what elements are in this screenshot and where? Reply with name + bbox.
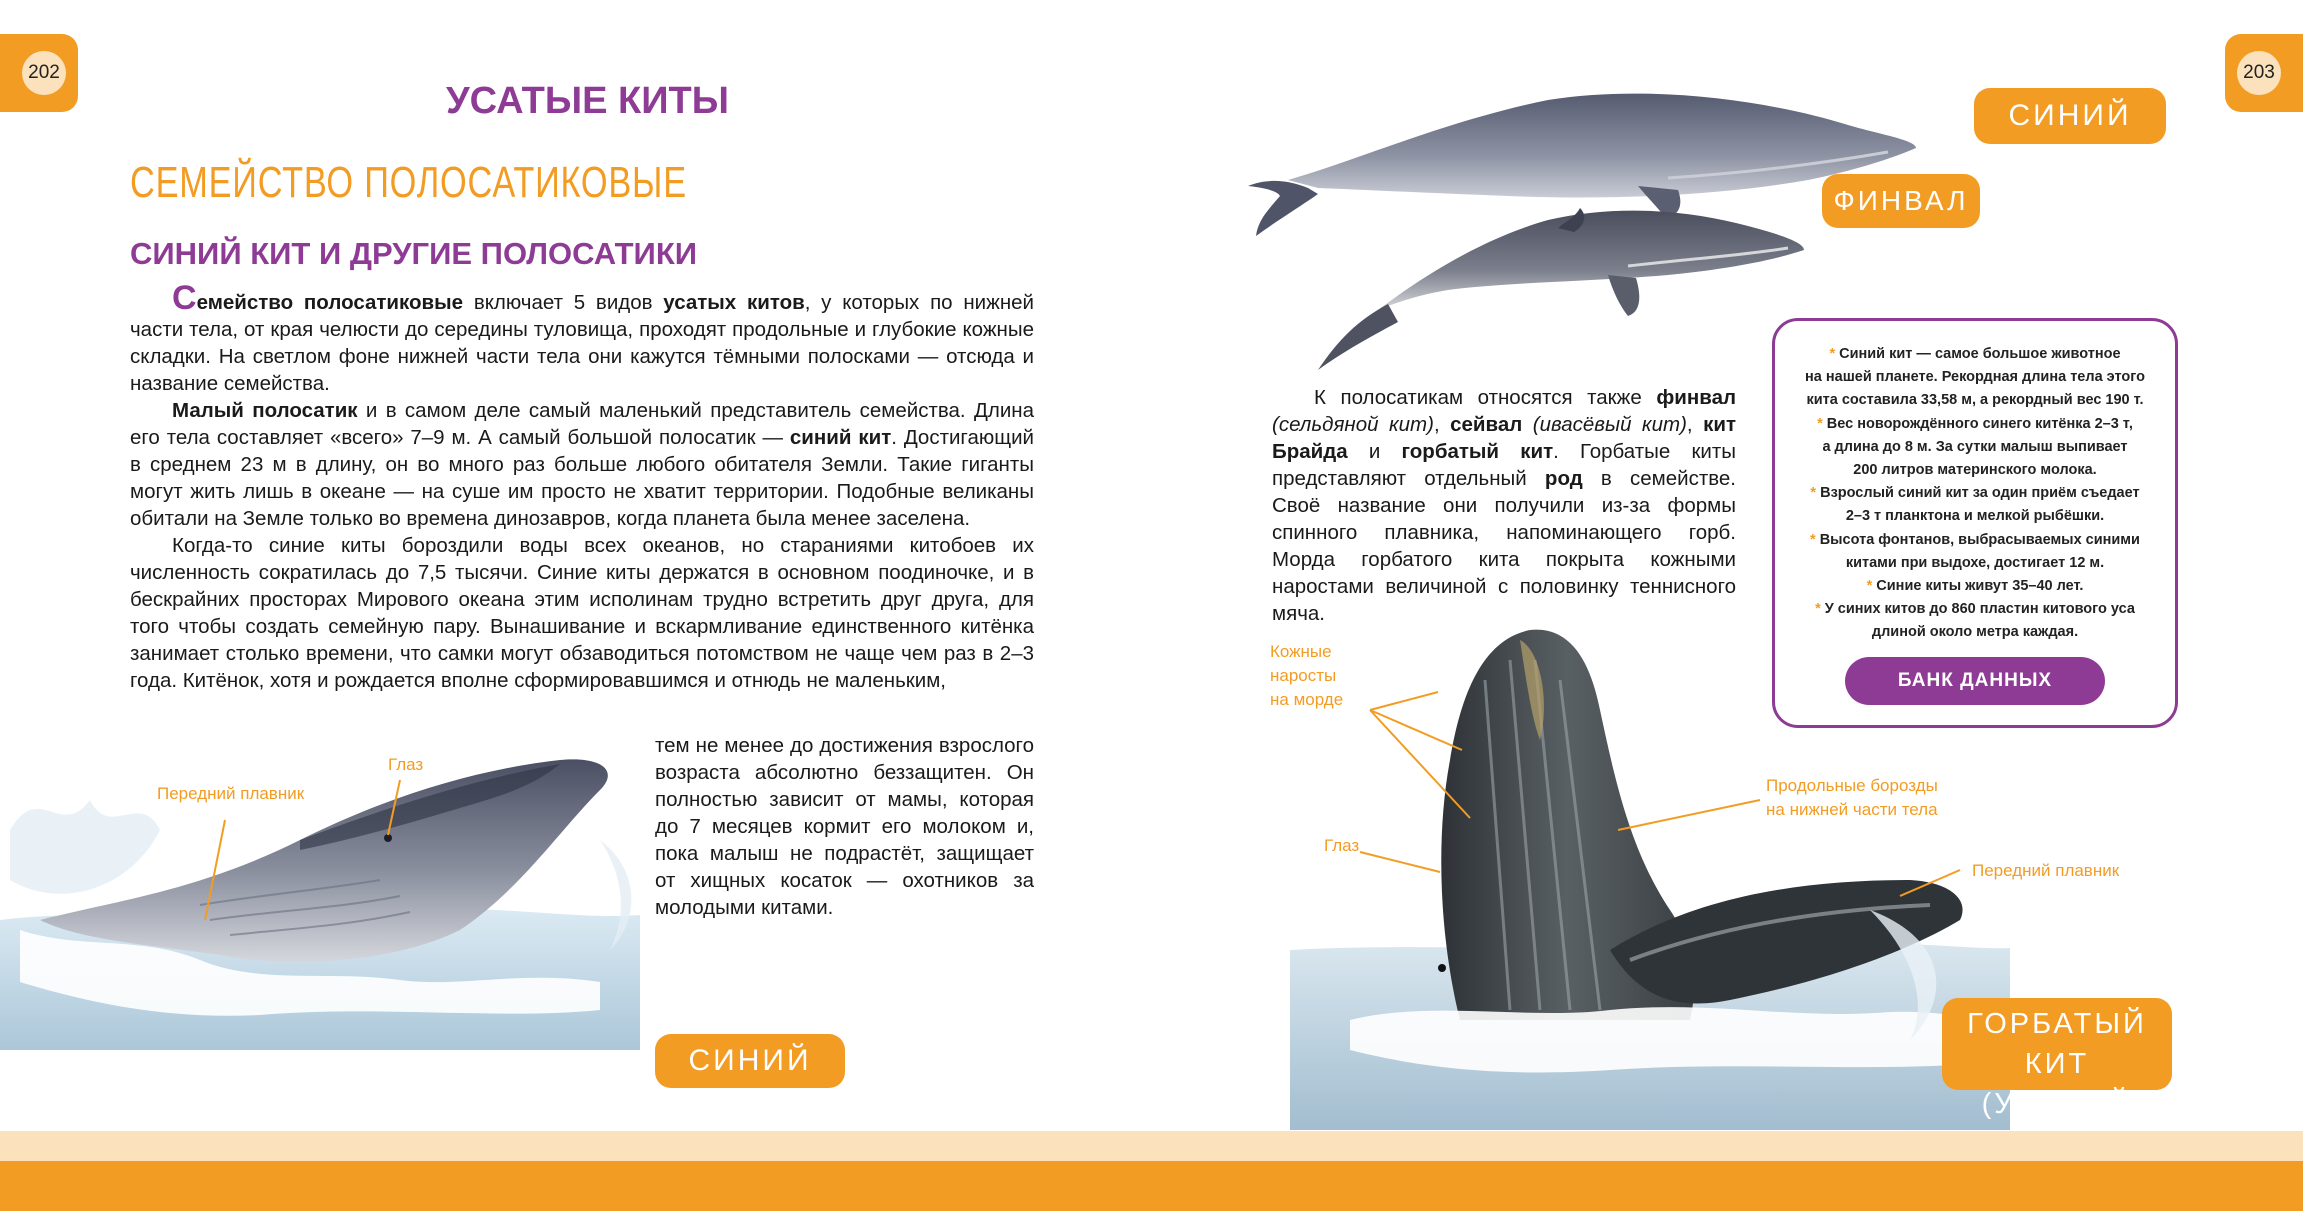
footer-band-orange [0, 1161, 2303, 1211]
annotation-front-fin-right: Передний плавник [1972, 861, 2120, 880]
fact-6: * У синих китов до 860 пластин китового уса длиной около метра каждая. [1815, 601, 2135, 641]
label-blue-whale-bottom: СИНИЙ КИТ [655, 1034, 845, 1088]
footer-band-light [0, 1131, 2303, 1161]
right-body-text [1272, 384, 1736, 627]
fact-3: * Взрослый синий кит за один приём съедает 2–3 т планктона и мелкой рыбёшки. [1810, 485, 2140, 525]
annotation-grooves: Продольные борозды на нижней части тела [1766, 776, 1938, 819]
fact-4: * Высота фонтанов, выбрасываемых синими китами при выдохе, достигает 12 м. [1810, 531, 2140, 571]
section-subheading: СИНИЙ КИТ И ДРУГИЕ ПОЛОСАТИКИ [130, 236, 698, 271]
whale-eye-left [384, 834, 392, 842]
page-number-right: 203 [2237, 51, 2281, 95]
chapter-heading: УСАТЫЕ КИТЫ [446, 80, 729, 122]
page-tab-left [0, 34, 78, 112]
page-tab-right [2225, 34, 2303, 112]
paragraph-3-continued: тем не менее до достижения взрослого возраста абсолютно беззащитен. Он полностью зависит от мамы, которая до 7 месяцев кормит его молоком и, пока малыш не подрастёт, защищает от хищных косаток — охотников за молодыми китами. [655, 734, 1034, 919]
label-fin-whale: ФИНВАЛ [1822, 174, 1980, 228]
fact-1: * Синий кит — самое большое животное на нашей планете. Рекордная длина тела этого кита составила 33,58 м, а рекордный вес 190 т. [1805, 346, 2145, 409]
blue-whale-body [1288, 94, 1916, 198]
page-number-left: 202 [22, 51, 66, 95]
paragraph-1: Семейство полосатиковые включает 5 видов усатых китов, у которых по нижней части тела, от края челюсти до середины туловища, проходят продольные и глубокие кожные складки. На светлом фоне нижней части тела они кажутся тёмными полосками — отсюда и название семейства. [130, 279, 1035, 395]
blue-whale-illustration [0, 720, 650, 1050]
foam-right [1350, 1007, 2010, 1072]
fin-whale-tail [1318, 304, 1398, 370]
annotation-eye-left: Глаз [388, 755, 424, 774]
paragraph-3: Когда-то синие киты бороздили воды всех океанов, но стараниями китобоев их численность сократилась до 7,5 тысячи. Синие киты держатся в основном поодиночке, и в бескрайних просторах Мирового океана этим исполинам трудно встретить друг друга, для того чтобы создать семейную пару. Вынашивание и вскармливание единственного китёнка занимает столько времени, что самки могут обзаводиться потомством не чаще чем раз в 2–3 года. Китёнок, хотя и рождается вполне сформировавшимся и отнюдь не маленьким, [130, 534, 1034, 692]
right-paragraph: К полосатикам относятся также финвал (сельдяной кит), сейвал (ивасёвый кит), кит Брайда и горбатый кит. Горбатые киты представляют отдельный род в семействе. Своё название они получили из-за формы спинного плавника, напоминающего горб. Морда горбатого кита покрыта кожными наростами величиной с половинку теннисного мяча. [1272, 386, 1737, 625]
annotation-skin-growths: Кожные наросты на морде [1270, 642, 1344, 709]
databank-facts [1789, 343, 2161, 645]
fact-2: * Вес новорождённого синего китёнка 2–3 т, а длина до 8 м. За сутки малыш выпивает 200 литров материнского молока. [1817, 415, 2133, 479]
splash-spray [10, 800, 160, 894]
blue-whale-tail [1248, 181, 1318, 236]
humpback-eye [1438, 964, 1446, 972]
humpback-whale-illustration [1270, 620, 2030, 1140]
label-blue-whale-top: СИНИЙ КИТ [1974, 88, 2166, 144]
annotation-eye-right: Глаз [1324, 836, 1360, 855]
databank-button[interactable]: БАНК ДАННЫХ [1845, 657, 2105, 705]
family-title: СЕМЕЙСТВО ПОЛОСАТИКОВЫЕ [130, 158, 687, 207]
drop-cap: С [172, 279, 197, 317]
paragraph-2: Малый полосатик и в самом деле самый маленький представитель семейства. Длина его тела составляет «всего» 7–9 м. А самый большой полосатик — синий кит. Достигающий в среднем 23 м в длину, он во много раз больше любого обитателя Земли. Такие гиганты могут жить лишь в океане — на суше им просто не хватит территории. Подобные великаны обитали на Земле только во времена динозавров, когда планета была менее заселена. [130, 399, 1034, 530]
fact-5: * Синие киты живут 35–40 лет. [1866, 578, 2084, 595]
fin-whale-body [1378, 211, 1804, 310]
label-humpback-whale: ГОРБАТЫЙ КИТ (УСАТЫЙ [1942, 998, 2172, 1090]
left-body-text-continued [655, 732, 1034, 921]
annotation-front-fin-left: Передний плавник [157, 784, 305, 803]
left-body-text [130, 279, 1035, 694]
